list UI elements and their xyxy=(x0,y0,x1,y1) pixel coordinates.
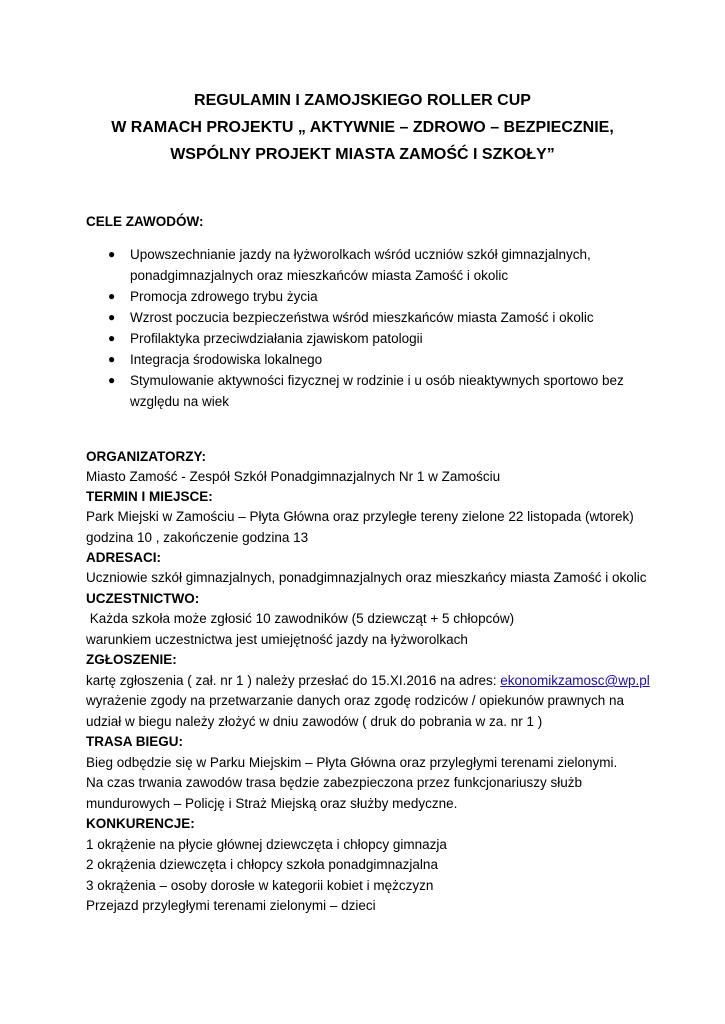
cele-item-text: Integracja środowiska lokalnego xyxy=(130,352,323,367)
bullet-icon: ● xyxy=(108,310,116,324)
organizatorzy-heading: ORGANIZATORZY: xyxy=(86,449,206,464)
bullet-icon: ● xyxy=(108,331,116,345)
cele-item-text: Upowszechnianie jazdy na łyżworolkach wśród uczniów szkół gimnazjalnych, ponadgimnazjalnych oraz mieszkańców miasta Zamość i okolic xyxy=(130,247,591,283)
cele-item-5 xyxy=(86,349,646,370)
document-title-line-1: REGULAMIN I ZAMOJSKIEGO ROLLER CUP xyxy=(194,92,531,109)
cele-item-2 xyxy=(86,286,646,307)
bullet-icon: ● xyxy=(108,373,116,387)
bullet-icon: ● xyxy=(108,247,116,261)
cele-item-4 xyxy=(86,328,646,349)
document-title-line-2: W RAMACH PROJEKTU „ AKTYWNIE – ZDROWO – BEZPIECZNIE, xyxy=(111,119,614,136)
cele-item-1 xyxy=(86,244,646,286)
adresaci-heading: ADRESACI: xyxy=(86,550,162,565)
uczestnictwo-heading: UCZESTNICTWO: xyxy=(86,591,200,606)
zgloszenie-line-1-text: kartę zgłoszenia ( zał. nr 1 ) należy przesłać do 15.XI.2016 na adres: xyxy=(86,673,501,688)
email-link[interactable]: ekonomikzamosc@wp.pl xyxy=(500,673,650,688)
uczestnictwo-line-2: warunkiem uczestnictwa jest umiejętność jazdy na łyżworolkach xyxy=(86,632,468,647)
organizatorzy-text: Miasto Zamość - Zespół Szkół Ponadgimnazjalnych Nr 1 w Zamościu xyxy=(86,469,501,484)
konkurencje-line-1: 1 okrążenie na płycie głównej dziewczęta i chłopcy gimnazja xyxy=(86,837,447,852)
cele-item-text: Wzrost poczucia bezpieczeństwa wśród mieszkańców miasta Zamość i okolic xyxy=(130,310,594,325)
cele-item-6 xyxy=(86,370,646,412)
trasa-line-3: mundurowych – Policję i Straż Miejską oraz służby medyczne. xyxy=(86,796,458,811)
zgloszenie-heading: ZGŁOSZENIE: xyxy=(86,652,177,667)
konkurencje-line-2: 2 okrążenia dziewczęta i chłopcy szkoła ponadgimnazjalna xyxy=(86,857,438,872)
konkurencje-line-4: Przejazd przyległymi terenami zielonymi – dzieci xyxy=(86,898,376,913)
cele-item-text: Profilaktyka przeciwdziałania zjawiskom patologii xyxy=(130,331,423,346)
cele-item-3 xyxy=(86,307,646,328)
trasa-heading: TRASA BIEGU: xyxy=(86,734,183,749)
cele-item-text: Promocja zdrowego trybu życia xyxy=(130,289,318,304)
termin-line-2: godzina 10 , zakończenie godzina 13 xyxy=(86,530,309,545)
uczestnictwo-line-1: Każda szkoła może zgłosić 10 zawodników (5 dziewcząt + 5 chłopców) xyxy=(86,611,515,626)
cele-item-text: Stymulowanie aktywności fizycznej w rodzinie i u osób nieaktywnych sportowo bez względu na wiek xyxy=(130,373,624,409)
zgloszenie-line-3: udział w biegu należy złożyć w dniu zawodów ( druk do pobrania w za. nr 1 ) xyxy=(86,714,543,729)
bullet-icon: ● xyxy=(108,289,116,303)
document-title-line-3: WSPÓLNY PROJEKT MIASTA ZAMOŚĆ I SZKOŁY” xyxy=(170,146,555,163)
termin-line-1: Park Miejski w Zamościu – Płyta Główna oraz przyległe tereny zielone 22 listopada (wtorek) xyxy=(86,509,634,524)
zgloszenie-line-2: wyrażenie zgody na przetwarzanie danych oraz zgodę rodziców / opiekunów prawnych na xyxy=(86,693,625,708)
adresaci-text: Uczniowie szkół gimnazjalnych, ponadgimnazjalnych oraz mieszkańcy miasta Zamość i okolic xyxy=(86,570,647,585)
trasa-line-1: Bieg odbędzie się w Parku Miejskim – Płyta Główna oraz przyległymi terenami zielonymi. xyxy=(86,755,618,770)
konkurencje-line-3: 3 okrążenia – osoby dorosłe w kategorii kobiet i mężczyzn xyxy=(86,878,434,893)
trasa-line-2: Na czas trwania zawodów trasa będzie zabezpieczona przez funkcjonariuszy służb xyxy=(86,775,582,790)
konkurencje-heading: KONKURENCJE: xyxy=(86,816,195,831)
termin-heading: TERMIN I MIEJSCE: xyxy=(86,489,213,504)
bullet-icon: ● xyxy=(108,352,116,366)
cele-heading: CELE ZAWODÓW: xyxy=(86,214,204,229)
zgloszenie-line-1 xyxy=(86,671,650,691)
cele-list xyxy=(86,244,646,412)
